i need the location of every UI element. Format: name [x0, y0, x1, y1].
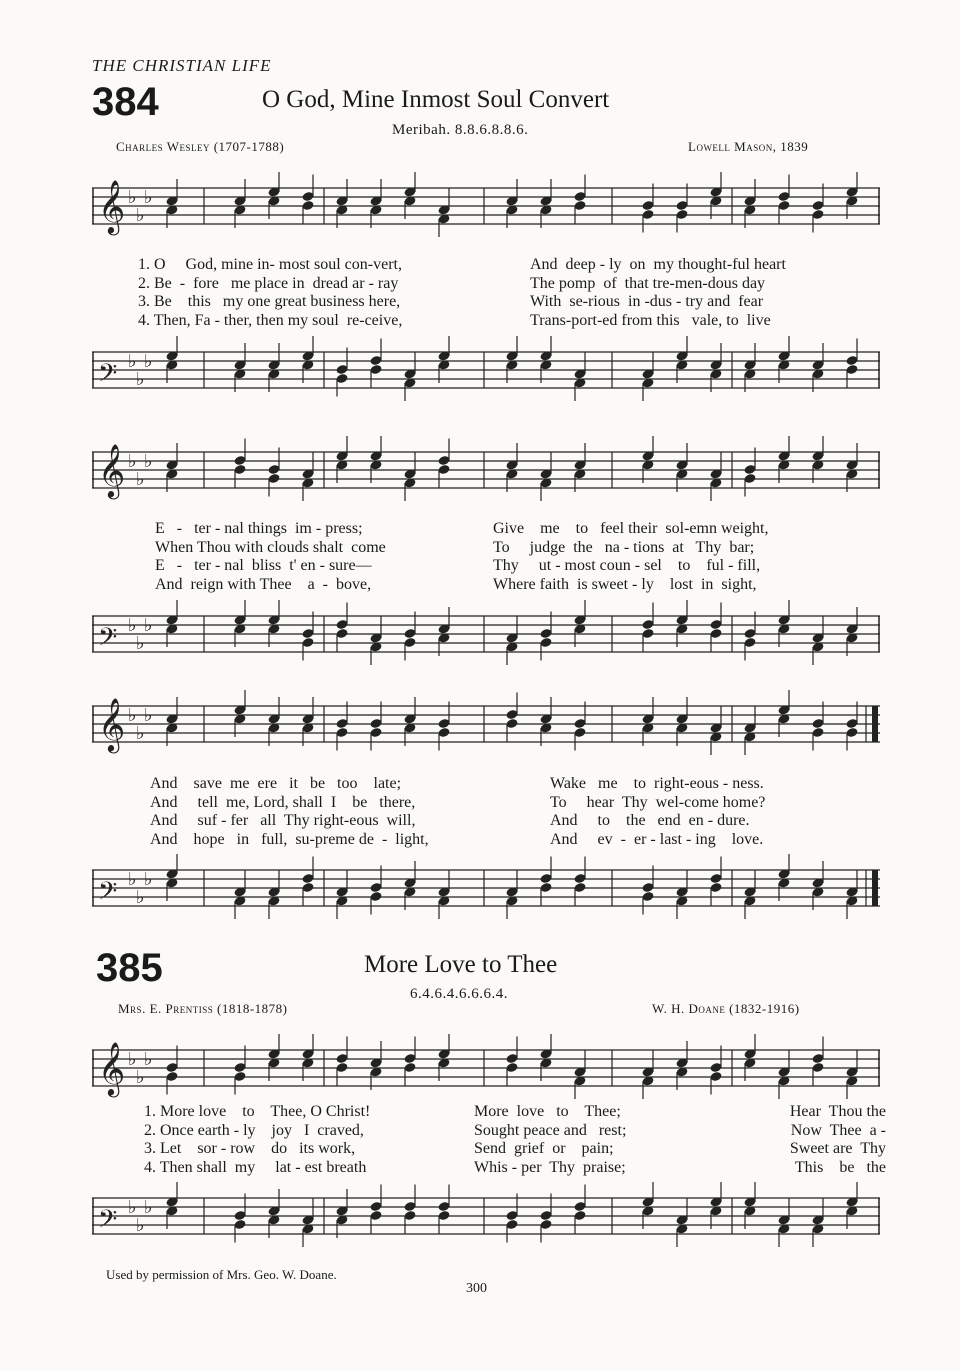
svg-text:♭: ♭: [144, 615, 153, 636]
lyric-text: 4. Then, Fa - ther, then my soul re-ceive,: [138, 311, 403, 329]
lyric-text: Thy ut - most coun - sel to ful - fill,: [493, 557, 761, 574]
music-credit: Lowell Mason, 1839: [688, 139, 809, 154]
svg-text:♭: ♭: [128, 451, 137, 472]
lyrics-block: [150, 775, 892, 849]
svg-text:𝄞: 𝄞: [98, 1041, 126, 1095]
hymn-title: O God, Mine Inmost Soul Convert: [262, 86, 610, 113]
svg-text:𝄢: 𝄢: [98, 1205, 118, 1240]
lyric-text: With se-rious in -dus - try and fear: [530, 293, 764, 310]
lyric-text: And ev - er - last - ing love.: [550, 830, 764, 848]
svg-text:♭: ♭: [144, 1049, 153, 1070]
svg-text:♭: ♭: [136, 1215, 145, 1236]
lyric-text: Whis - per Thy praise;: [474, 1158, 626, 1176]
bass-staff: [92, 854, 880, 934]
section-heading: THE CHRISTIAN LIFE: [92, 56, 272, 75]
lyric-line: [144, 1159, 886, 1178]
lyric-line: [155, 539, 897, 558]
hymn-number: 385: [96, 946, 163, 990]
lyric-text: More love to Thee;: [474, 1103, 621, 1120]
svg-text:♭: ♭: [136, 1067, 145, 1088]
lyrics-block: [144, 1103, 886, 1177]
lyric-line: [155, 557, 897, 576]
svg-text:♭: ♭: [144, 351, 153, 372]
tune-name: 6.4.6.4.6.6.6.4.: [410, 986, 508, 1002]
svg-text:♭: ♭: [144, 705, 153, 726]
lyrics-block: [138, 256, 880, 330]
svg-text:♭: ♭: [128, 705, 137, 726]
bass-staff: [92, 1182, 880, 1262]
lyric-line: [144, 1103, 886, 1122]
lyric-line: [155, 576, 897, 595]
svg-text:♭: ♭: [144, 451, 153, 472]
lyric-line: [144, 1122, 886, 1141]
svg-text:𝄞: 𝄞: [98, 443, 126, 497]
tune-name: Meribah. 8.8.6.8.8.6.: [392, 122, 529, 138]
words-credit: Mrs. E. Prentiss (1818-1878): [118, 1001, 288, 1016]
lyric-line: [150, 831, 892, 850]
svg-text:♭: ♭: [136, 469, 145, 490]
lyric-text: 1. More love to Thee, O Christ!: [144, 1103, 371, 1120]
svg-text:♭: ♭: [128, 1197, 137, 1218]
svg-text:𝄢: 𝄢: [98, 877, 118, 912]
lyric-text: 2. Be - fore me place in dread ar - ray: [138, 274, 399, 292]
lyric-text: And tell me, Lord, shall I be there,: [150, 793, 416, 811]
lyric-text: Hear Thou the: [789, 1103, 886, 1120]
lyric-line: [155, 520, 897, 539]
svg-text:♭: ♭: [144, 187, 153, 208]
svg-text:♭: ♭: [128, 1049, 137, 1070]
lyric-line: [138, 256, 880, 275]
bass-staff: [92, 600, 880, 680]
bass-staff: [92, 336, 880, 416]
words-credit: Charles Wesley (1707-1788): [116, 139, 285, 154]
svg-text:♭: ♭: [136, 633, 145, 654]
lyric-text: And deep - ly on my thought-ful heart: [530, 256, 786, 273]
svg-text:♭: ♭: [144, 1197, 153, 1218]
lyric-text: To judge the na - tions at Thy bar;: [493, 538, 755, 556]
lyric-text: Give me to feel their sol-emn weight,: [493, 520, 769, 537]
svg-text:𝄞: 𝄞: [98, 697, 126, 751]
hymn-number: 384: [92, 80, 159, 124]
lyric-text: Trans-port-ed from this vale, to live: [530, 311, 771, 329]
lyric-text: And save me ere it be too late;: [150, 775, 402, 792]
svg-text:♭: ♭: [128, 187, 137, 208]
lyric-text: This be the: [794, 1158, 886, 1176]
lyric-text: E - ter - nal bliss t' en - sure—: [155, 557, 372, 574]
lyric-line: [138, 293, 880, 312]
lyric-line: [150, 812, 892, 831]
lyric-line: [150, 794, 892, 813]
treble-staff: [92, 1034, 880, 1114]
lyric-text: The pomp of that tre-men-dous day: [530, 274, 766, 292]
lyric-text: Now Thee a -: [790, 1121, 886, 1139]
svg-text:♭: ♭: [128, 615, 137, 636]
lyric-text: E - ter - nal things im - press;: [155, 520, 363, 537]
svg-text:♭: ♭: [136, 887, 145, 908]
lyric-text: And suf - fer all Thy right-eous will,: [150, 812, 416, 829]
svg-text:♭: ♭: [136, 369, 145, 390]
lyric-text: Sweet are Thy: [789, 1140, 886, 1157]
svg-text:𝄢: 𝄢: [98, 359, 118, 394]
lyric-text: To hear Thy wel-come home?: [550, 793, 766, 811]
svg-text:♭: ♭: [128, 869, 137, 890]
svg-text:♭: ♭: [128, 351, 137, 372]
music-credit: W. H. Doane (1832-1916): [652, 1001, 800, 1016]
lyric-text: And hope in full, su-preme de - light,: [150, 830, 429, 848]
lyric-text: Send grief or pain;: [474, 1140, 614, 1157]
lyric-text: Where faith is sweet - ly lost in sight,: [493, 575, 757, 593]
svg-text:♭: ♭: [136, 205, 145, 226]
lyric-text: 3. Be this my one great business here,: [138, 293, 401, 310]
permission-note: Used by permission of Mrs. Geo. W. Doane.: [106, 1267, 337, 1282]
hymn-title: More Love to Thee: [364, 951, 558, 978]
lyric-text: 4. Then shall my lat - est breath: [144, 1158, 367, 1176]
lyric-text: When Thou with clouds shalt come: [155, 538, 386, 556]
lyric-text: 2. Once earth - ly joy I craved,: [144, 1121, 364, 1139]
svg-text:𝄞: 𝄞: [98, 179, 126, 233]
lyric-text: Wake me to right-eous - ness.: [550, 775, 764, 792]
lyric-text: Sought peace and rest;: [474, 1121, 627, 1139]
svg-text:♭: ♭: [144, 869, 153, 890]
lyric-line: [150, 775, 892, 794]
page-number: 300: [466, 1281, 487, 1296]
svg-text:𝄢: 𝄢: [98, 623, 118, 658]
lyrics-block: [155, 520, 897, 594]
svg-text:♭: ♭: [136, 723, 145, 744]
treble-staff: [92, 690, 880, 770]
lyric-line: [138, 275, 880, 294]
treble-staff: [92, 436, 880, 516]
lyric-text: And reign with Thee a - bove,: [155, 575, 372, 593]
lyric-line: [138, 312, 880, 331]
treble-staff: [92, 172, 880, 252]
lyric-text: 3. Let sor - row do its work,: [144, 1140, 356, 1157]
lyric-text: 1. O God, mine in- most soul con-vert,: [138, 256, 402, 273]
lyric-line: [144, 1140, 886, 1159]
lyric-text: And to the end en - dure.: [550, 812, 750, 829]
